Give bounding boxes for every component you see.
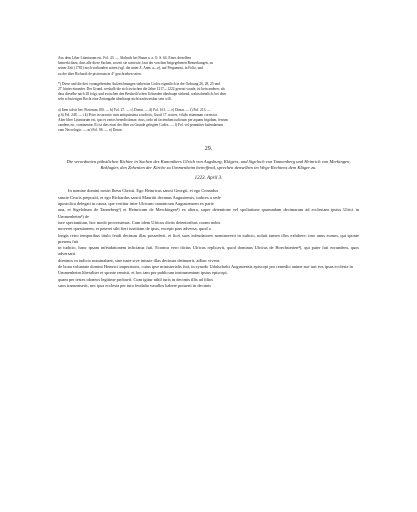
footnote-line: bemerkt dazu, dass alle diese Sachen, soweit sie sonstwie, laut der von ihm beigegebenen Bemerkungen, zu [58,61,213,66]
footnote-line: g h) Fol. 248. — i k) Prior in sacrario cum antiquissima a iudiciis, Guoif 17. noters, vilulis etiamnum corrector. [58,112,218,117]
body-line: longis retro temporibus titulo feudi decimas illas possederit, et licet suos infeudatores nominaverit in iudicio, noluit tamen illos exhibere; imo unus eorum, qui sponte presens fuit [58,232,359,244]
footnote-line: a) Item solvit bei: Piziorum 100. — b) Fol. 27. — c) Donat. — d) Fol. 161. — e) Donat. — f) Fol. 213. — [58,107,211,112]
body-line: apostolica delegati in causa, que vertitur inter Ulricum canonicum Augustensem ex parte [58,201,214,207]
footnote-line: zu der über Richardi de pistrorum in 4° geschrieben seien. [58,71,142,76]
footnote-line: Aus dem Liber Litaniarum etc. Fol. 43. — Abdruck bei Braun a. a. O. S. 64. Eines derselben [58,56,192,60]
footnote-block-1 [58,56,359,77]
body-line: quam per testes idoneos legitime probavit. Cum igitur nihil iuris in decimis illis ad filios [58,276,213,282]
footnote-block-3 [58,108,359,134]
document-heading: Die verordneten päbstlichen Richter in Sachen des Kanonikers Ulrich von Augsburg, Klägers, und Sigeloch von Tannenberg und Heinrich von Merkingen, Beklagter, den Zehenten der Kirche zu Ummenheim betreffend, sprechen denselben im Wege Rechtens dem Kläger zu. [66,158,351,171]
footnote-line: *) Diese und die drei vorangehenden Aufzeichnungen stehen im Codex eigentlich in der Ordnung 26, 28, 25 und [58,81,220,86]
body-line: dominos in iudicio nominabant, sine iuste sive iniuste illas decimas detinuerit, adhuc vivens [58,257,220,263]
footnote-block-2 [58,82,359,103]
body-line: in iudicio, hanc ipsam infeudationem inficiatus fuit. Econtra vero dictus Ulricus replicavit, quod dominus Ulricus de Hoechstetten⁴), qui pater fuit eorundem, quos adversarii [58,245,359,257]
footnote-line: cum Necrologio. — m) Fol. 86. — n) Donat. [58,128,123,133]
section-number: 29. [204,145,213,152]
footnote-line: candens etc. continentur. Et ist dies eiust der liber zu Grunde gelegten Codex. — l) Fol. vel promittier kalendarium [58,123,224,128]
body-line: iure spectantium, hoc modo processimus. Cum idem Ulricus dictis detentoribus coram nobis [58,219,221,225]
document-date: 1223. April 3. [194,176,223,182]
footnote-line: dass dieselbe nach 28 folgt, und zwischen den Bestheilt'schen Urkunden überhaupt stehend, wahrscheinlich, bei dem [58,92,227,97]
body-line: In nomine domini nostri Ihesu Christi. Ego Heinricus sancti Georgii, et ego Conradus [68,188,219,194]
footnote-line: sehr schwierigen Recht eine Zeitangabe überhaupt nicht nachweisbar sein will. [58,97,172,102]
body-text [58,188,359,289]
body-line: sancte Crucis prepositi, et ego Richardus sancti Mauritii decanus Augustensis, iudices a sede [58,194,221,200]
footnote-line: seiner Zeit (1781) noch vorhanden wären (vgl. die unter Z. Anm. a—e), auf Pergament, in Folio, und [58,66,204,71]
body-line: moveret questionem, et peteret sibi fieri iustitiam de ipsis, excepit pars adversa, quod a [58,226,211,232]
footnote-line: 27. hinter einander. Der Grund, weshalb die sich zwischen die Jahre 1217—1222 gesetzt wurde, ist kein anderer, als [58,87,225,92]
body-line: de bona voluntate domini Heinrici imperatoris, cuius ipse ministerialis fuit, in synodo Udalschalci Augustensis episcopi pro remedio anime sue iuri eos ipsas ecclesie in [58,264,353,270]
footnote-line: Alter liber Lytaniarum est, quo et varios benedictionae, ritus, ordo ad faciendum iudicium per aquam frigidam, ferrum [58,118,228,123]
body-line: una, et Sigelohum de Tanneberg¹) et Heinricum de Merckingen²) ex altera, super detentione vel spoliatione quarundam decimarum ad ecclesiam ipsius Ulrici in Ummenheim³) de [58,207,359,219]
body-line: Ummenheim liberaliter et sponte remisit, et hoc tam per publicum instrumentum ipsius episcopi, [58,270,228,276]
body-line: suos transmiserit, nec ipsa ecclesia per iura feodalia vasallos habere potuerit in decimis [58,282,212,288]
